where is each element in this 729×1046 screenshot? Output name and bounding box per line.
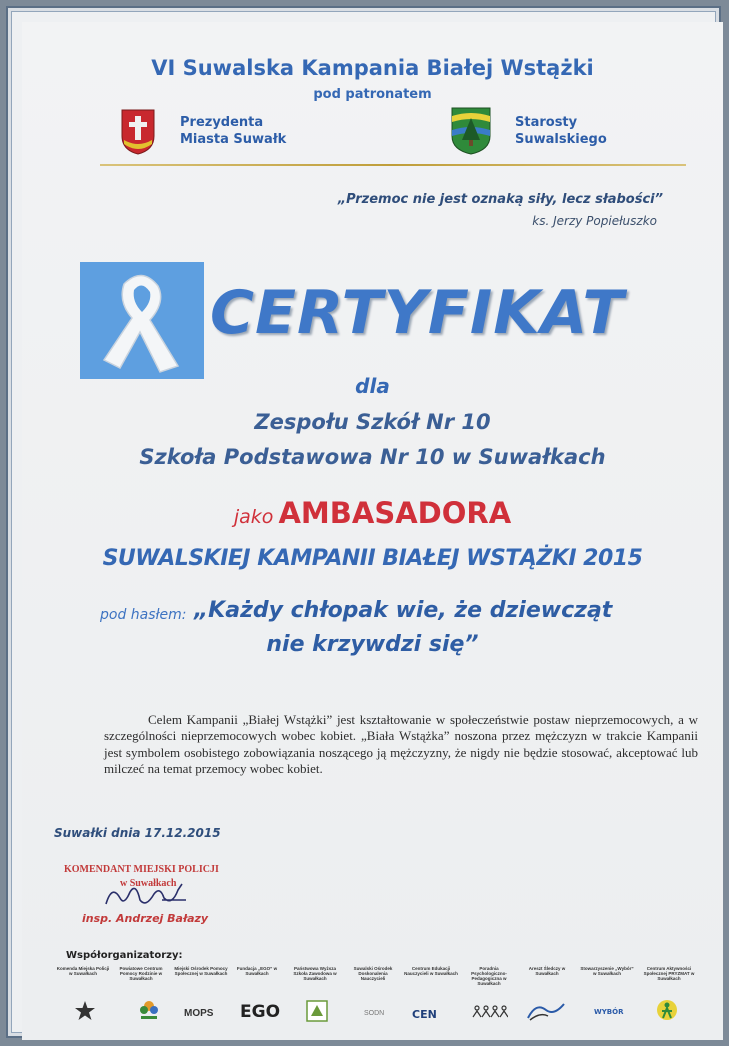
quote-text: „Przemoc nie jest oznaką siły, lecz słabości”: [337, 192, 663, 207]
patronage-label: pod patronatem: [313, 87, 432, 102]
header-divider: [100, 164, 686, 166]
signer-name: insp. Andrzej Bałazy: [82, 912, 209, 925]
coorganizer-name: Poradnia Psychologiczno-Pedagogiczna w Suwałkach: [471, 966, 507, 986]
coorganizer-name: Stowarzyszenie „Wybór” w Suwałkach: [580, 966, 634, 976]
patron-right-line2: Suwalskiego: [515, 132, 607, 147]
university-logo-icon: [306, 1000, 328, 1022]
campaign-title: VI Suwalska Kampania Białej Wstążki: [151, 56, 594, 80]
pryzmat-figure-icon: [656, 998, 678, 1022]
cen-logo: CEN: [412, 1008, 437, 1021]
coorganizer-name: Państwowa Wyższa Szkoła Zawodowa w Suwałkach: [293, 966, 337, 981]
family-flower-icon: [138, 998, 160, 1022]
suwalki-county-crest-icon: [450, 106, 492, 156]
ego-logo: EGO: [240, 1002, 281, 1022]
quote-author: ks. Jerzy Popiełuszko: [532, 214, 657, 228]
campaign-description: Celem Kampanii „Białej Wstążki” jest kształtowanie w społeczeństwie postaw nieprzemocowych, a w szczególności nieprzemocowych wobec kobiet. „Biała Wstążka” noszona przez mężczyzn w trakcie Kampanii jest symbolem osobistego zobowiązania noszącego ją mężczyzny, że nigdy nie będzie stosować, akceptować lub milczeć na temat przemocy wobec kobiet.: [104, 712, 698, 777]
coorganizer-name: Powiatowe Centrum Pomocy Rodzinie w Suwałkach: [119, 966, 163, 981]
handwritten-signature: [102, 880, 192, 912]
prison-service-logo-icon: [526, 1000, 566, 1022]
ambassador-line: [22, 496, 723, 530]
for-label: dla: [355, 374, 390, 398]
sodn-logo: SODN: [364, 1010, 385, 1017]
campaign-line: SUWALSKIEJ KAMPANII BIAŁEJ WSTĄŻKI 2015: [102, 546, 643, 571]
coorganizers-title: Współorganizatorzy:: [66, 950, 183, 961]
coorganizer-name: Miejski Ośrodek Pomocy Społecznej w Suwałkach: [174, 966, 228, 976]
patron-right: [515, 114, 607, 148]
as-role: AMBASADORA: [278, 496, 512, 530]
wybor-logo: WYBÓR: [594, 1008, 624, 1016]
patron-left-line1: Prezydenta: [180, 115, 264, 130]
stamp-line1: KOMENDANT MIEJSKI POLICJI: [64, 864, 219, 875]
coorganizer-name: Areszt Śledczy w Suwałkach: [528, 966, 566, 976]
suwalki-city-crest-icon: [120, 108, 156, 156]
coorganizer-name: Suwalski Ośrodek Doskonalenia Nauczycieli: [353, 966, 393, 981]
certificate-title: CERTYFIKAT: [210, 278, 625, 348]
as-prefix: jako: [233, 506, 274, 528]
mops-logo: MOPS: [184, 1008, 214, 1019]
police-star-icon: [74, 1000, 96, 1022]
coorganizers-list: [56, 966, 704, 1046]
recipient-line2: Szkoła Podstawowa Nr 10 w Suwałkach: [139, 445, 606, 469]
white-ribbon-logo: [80, 262, 204, 379]
certificate-paper: [22, 22, 723, 1040]
recipient-line1: Zespołu Szkół Nr 10: [254, 410, 491, 434]
slogan-line2: nie krzywdzi się”: [266, 632, 479, 657]
place-date: Suwałki dnia 17.12.2015: [54, 826, 221, 840]
coorganizer-name: Fundacja „EGO” w Suwałkach: [236, 966, 278, 976]
certificate-frame: [6, 6, 721, 1038]
stamp-line2: w Suwałkach: [120, 878, 177, 889]
white-ribbon-icon: [80, 262, 204, 379]
people-chain-icon: [472, 1004, 508, 1018]
coorganizer-name: Centrum Aktywności Społecznej PRYZMAT w Suwałkach: [643, 966, 695, 981]
coorganizer-name: Komenda Miejska Policji w Suwałkach: [56, 966, 110, 976]
patron-left: [180, 114, 286, 148]
slogan-line1: „Każdy chłopak wie, że dziewcząt: [194, 598, 613, 623]
patron-left-line2: Miasta Suwałk: [180, 132, 287, 147]
patron-right-line1: Starosty: [515, 115, 578, 130]
slogan-lead: pod hasłem:: [100, 607, 187, 623]
coorganizer-name: Centrum Edukacji Nauczycieli w Suwałkach: [404, 966, 458, 976]
